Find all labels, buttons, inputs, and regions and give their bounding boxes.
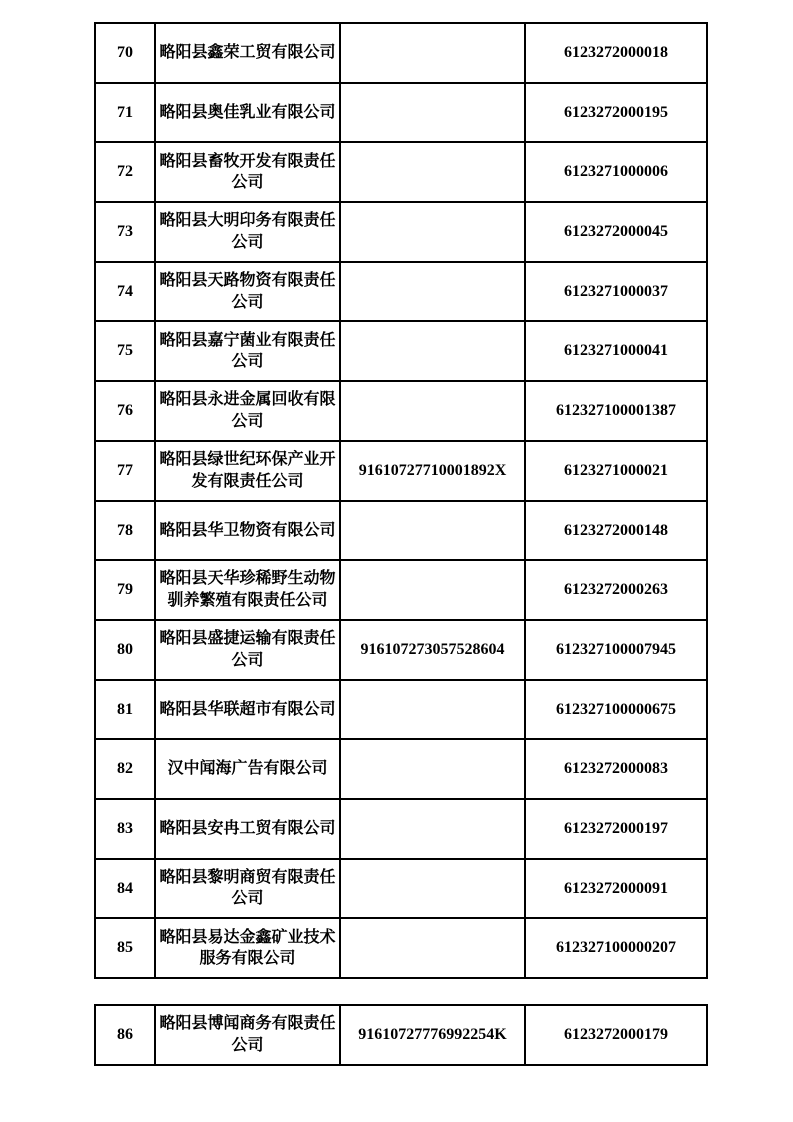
company-name-cell: 略阳县黎明商贸有限责任公司 — [155, 859, 340, 919]
table-row — [95, 859, 707, 919]
row-number-cell: 71 — [95, 83, 155, 143]
table-row — [95, 83, 707, 143]
company-name-cell: 略阳县易达金鑫矿业技术服务有限公司 — [155, 918, 340, 978]
row-number-cell: 86 — [95, 1005, 155, 1065]
company-name-cell: 略阳县华卫物资有限公司 — [155, 501, 340, 561]
company-name-cell: 略阳县奥佳乳业有限公司 — [155, 83, 340, 143]
org-code-cell: 6123271000006 — [525, 142, 707, 202]
org-code-cell: 612327100007945 — [525, 620, 707, 680]
org-code-cell: 612327100000675 — [525, 680, 707, 740]
table-row — [95, 441, 707, 501]
company-name-cell: 略阳县嘉宁菌业有限责任公司 — [155, 321, 340, 381]
credit-code-cell — [340, 142, 525, 202]
org-code-cell: 6123272000045 — [525, 202, 707, 262]
table-row — [95, 918, 707, 978]
company-name-cell: 略阳县绿世纪环保产业开发有限责任公司 — [155, 441, 340, 501]
credit-code-cell — [340, 501, 525, 561]
credit-code-cell — [340, 859, 525, 919]
org-code-cell: 612327100000207 — [525, 918, 707, 978]
row-number-cell: 79 — [95, 560, 155, 620]
credit-code-cell — [340, 739, 525, 799]
table-row — [95, 202, 707, 262]
company-name-cell: 略阳县安冉工贸有限公司 — [155, 799, 340, 859]
company-name-cell: 略阳县永进金属回收有限公司 — [155, 381, 340, 441]
row-number-cell: 76 — [95, 381, 155, 441]
table-row — [95, 381, 707, 441]
table-row — [95, 1005, 707, 1065]
row-number-cell: 72 — [95, 142, 155, 202]
table-row — [95, 262, 707, 322]
company-name-cell: 略阳县博闻商务有限责任公司 — [155, 1005, 340, 1065]
row-number-cell: 83 — [95, 799, 155, 859]
row-number-cell: 80 — [95, 620, 155, 680]
company-name-cell: 略阳县天华珍稀野生动物驯养繁殖有限责任公司 — [155, 560, 340, 620]
company-name-cell: 汉中闻海广告有限公司 — [155, 739, 340, 799]
org-code-cell: 6123272000179 — [525, 1005, 707, 1065]
table-row — [95, 680, 707, 740]
table-row — [95, 142, 707, 202]
row-number-cell: 73 — [95, 202, 155, 262]
org-code-cell: 6123272000091 — [525, 859, 707, 919]
company-name-cell: 略阳县畜牧开发有限责任公司 — [155, 142, 340, 202]
org-code-cell: 6123272000197 — [525, 799, 707, 859]
row-number-cell: 77 — [95, 441, 155, 501]
org-code-cell: 6123272000195 — [525, 83, 707, 143]
company-name-cell: 略阳县盛捷运输有限责任公司 — [155, 620, 340, 680]
company-name-cell: 略阳县华联超市有限公司 — [155, 680, 340, 740]
table-row — [95, 620, 707, 680]
table-row — [95, 501, 707, 561]
row-number-cell: 81 — [95, 680, 155, 740]
company-registry-table — [94, 22, 708, 979]
org-code-cell: 612327100001387 — [525, 381, 707, 441]
org-code-cell: 6123272000263 — [525, 560, 707, 620]
company-name-cell: 略阳县大明印务有限责任公司 — [155, 202, 340, 262]
credit-code-cell — [340, 680, 525, 740]
credit-code-cell: 916107273057528604 — [340, 620, 525, 680]
company-registry-table-continued — [94, 1004, 708, 1066]
row-number-cell: 78 — [95, 501, 155, 561]
org-code-cell: 6123272000148 — [525, 501, 707, 561]
row-number-cell: 74 — [95, 262, 155, 322]
table-row — [95, 23, 707, 83]
org-code-cell: 6123271000037 — [525, 262, 707, 322]
credit-code-cell — [340, 321, 525, 381]
table-row — [95, 799, 707, 859]
org-code-cell: 6123272000018 — [525, 23, 707, 83]
credit-code-cell — [340, 23, 525, 83]
table-row — [95, 739, 707, 799]
credit-code-cell: 91610727776992254K — [340, 1005, 525, 1065]
credit-code-cell — [340, 381, 525, 441]
row-number-cell: 82 — [95, 739, 155, 799]
org-code-cell: 6123271000021 — [525, 441, 707, 501]
company-name-cell: 略阳县天路物资有限责任公司 — [155, 262, 340, 322]
credit-code-cell — [340, 918, 525, 978]
credit-code-cell — [340, 560, 525, 620]
table-row — [95, 321, 707, 381]
row-number-cell: 85 — [95, 918, 155, 978]
row-number-cell: 84 — [95, 859, 155, 919]
row-number-cell: 75 — [95, 321, 155, 381]
row-number-cell: 70 — [95, 23, 155, 83]
org-code-cell: 6123272000083 — [525, 739, 707, 799]
org-code-cell: 6123271000041 — [525, 321, 707, 381]
credit-code-cell — [340, 83, 525, 143]
credit-code-cell — [340, 202, 525, 262]
credit-code-cell — [340, 799, 525, 859]
company-name-cell: 略阳县鑫荣工贸有限公司 — [155, 23, 340, 83]
table-row — [95, 560, 707, 620]
credit-code-cell — [340, 262, 525, 322]
credit-code-cell: 91610727710001892X — [340, 441, 525, 501]
